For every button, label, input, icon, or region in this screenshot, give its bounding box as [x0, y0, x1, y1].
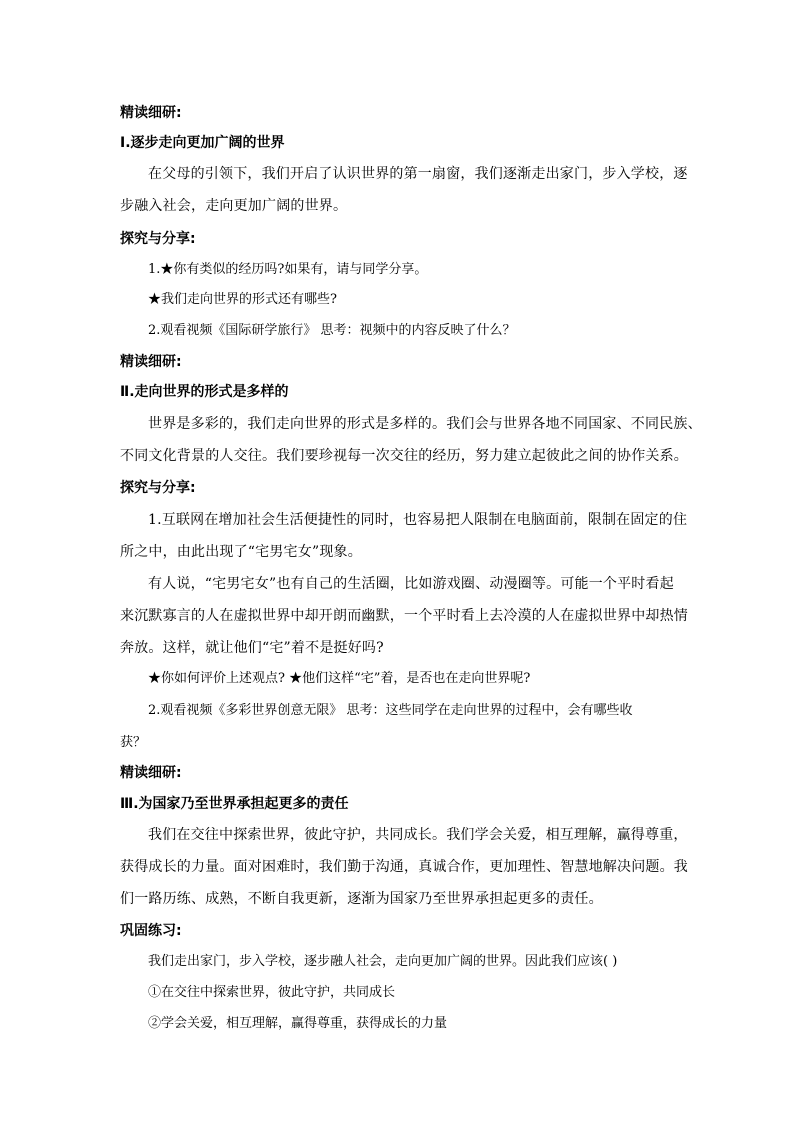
paragraph-line: 在父母的引领下，我们开启了认识世界的第一扇窗，我们逐渐走出家门，步入学校，逐 [148, 166, 688, 182]
paragraph-line: 1.互联网在增加社会生活便捷性的同时，也容易把人限制在电脑面前，限制在固定的住 [148, 512, 688, 528]
section-heading: 精读细研: [120, 105, 182, 121]
paragraph-line: 来沉默寡言的人在虚拟世界中却开朗而幽默，一个平时看上去冷漠的人在虚拟世界中却热情 [120, 608, 688, 624]
paragraph-line: 所之中，由此出现了“宅男宅女”现象。 [120, 544, 362, 560]
exercise-option: ②学会关爱，相互理解，赢得尊重，获得成长的力量 [148, 1016, 448, 1031]
subsection-heading: Ⅲ.为国家乃至世界承担起更多的责任 [120, 796, 349, 812]
paragraph-line: 奔放。这样，就让他们“宅”着不是挺好吗? [120, 640, 384, 656]
question-line: 1.★你有类似的经历吗?如果有，请与同学分享。 [148, 262, 428, 277]
exercise-question: 我们走出家门，步入学校，逐步融人社会，走向更加广阔的世界。因此我们应该( ) [148, 954, 618, 969]
exercise-option: ①在交往中探索世界，彼此守护，共同成长 [148, 985, 396, 1000]
section-heading: 巩固练习: [120, 923, 182, 939]
question-line: 2.观看视频《多彩世界创意无限》 思考：这些同学在走向世界的过程中，会有哪些收 [148, 703, 633, 718]
paragraph-line: 步融入社会，走向更加广阔的世界。 [120, 198, 348, 214]
section-heading: 探究与分享: [120, 231, 196, 247]
question-line: 获？ [120, 735, 147, 750]
section-heading: 探究与分享: [120, 480, 196, 496]
section-heading: 精读细研: [120, 354, 182, 370]
subsection-heading: Ⅰ.逐步走向更加广阔的世界 [120, 135, 285, 151]
question-line: ★你如何评价上述观点? ★他们这样“宅”着，是否也在走向世界呢? [148, 671, 531, 686]
paragraph-line: 不同文化背景的人交往。我们要珍视每一次交往的经历，努力建立起彼此之间的协作关系。 [120, 448, 688, 464]
paragraph-line: 我们在交往中探索世界，彼此守护，共同成长。我们学会关爱，相互理解，赢得尊重， [148, 827, 688, 843]
paragraph-line: 世界是多彩的，我们走向世界的形式是多样的。我们会与世界各地不同国家、不同民族、 [148, 416, 702, 432]
section-heading: 精读细研: [120, 765, 182, 781]
subsection-heading: Ⅱ.走向世界的形式是多样的 [120, 384, 289, 400]
question-line: 2.观看视频《国际研学旅行》 思考：视频中的内容反映了什么？ [148, 323, 516, 338]
question-line: ★我们走向世界的形式还有哪些? [148, 292, 337, 307]
paragraph-line: 有人说，“宅男宅女”也有自己的生活圈，比如游戏圈、动漫圈等。可能一个平时看起 [148, 576, 674, 592]
paragraph-line: 获得成长的力量。面对困难时，我们勤于沟通，真诚合作，更加理性、智慧地解决问题。我 [120, 859, 688, 875]
paragraph-line: 们一路历练、成熟，不断自我更新，逐渐为国家乃至世界承担起更多的责任。 [120, 891, 603, 907]
